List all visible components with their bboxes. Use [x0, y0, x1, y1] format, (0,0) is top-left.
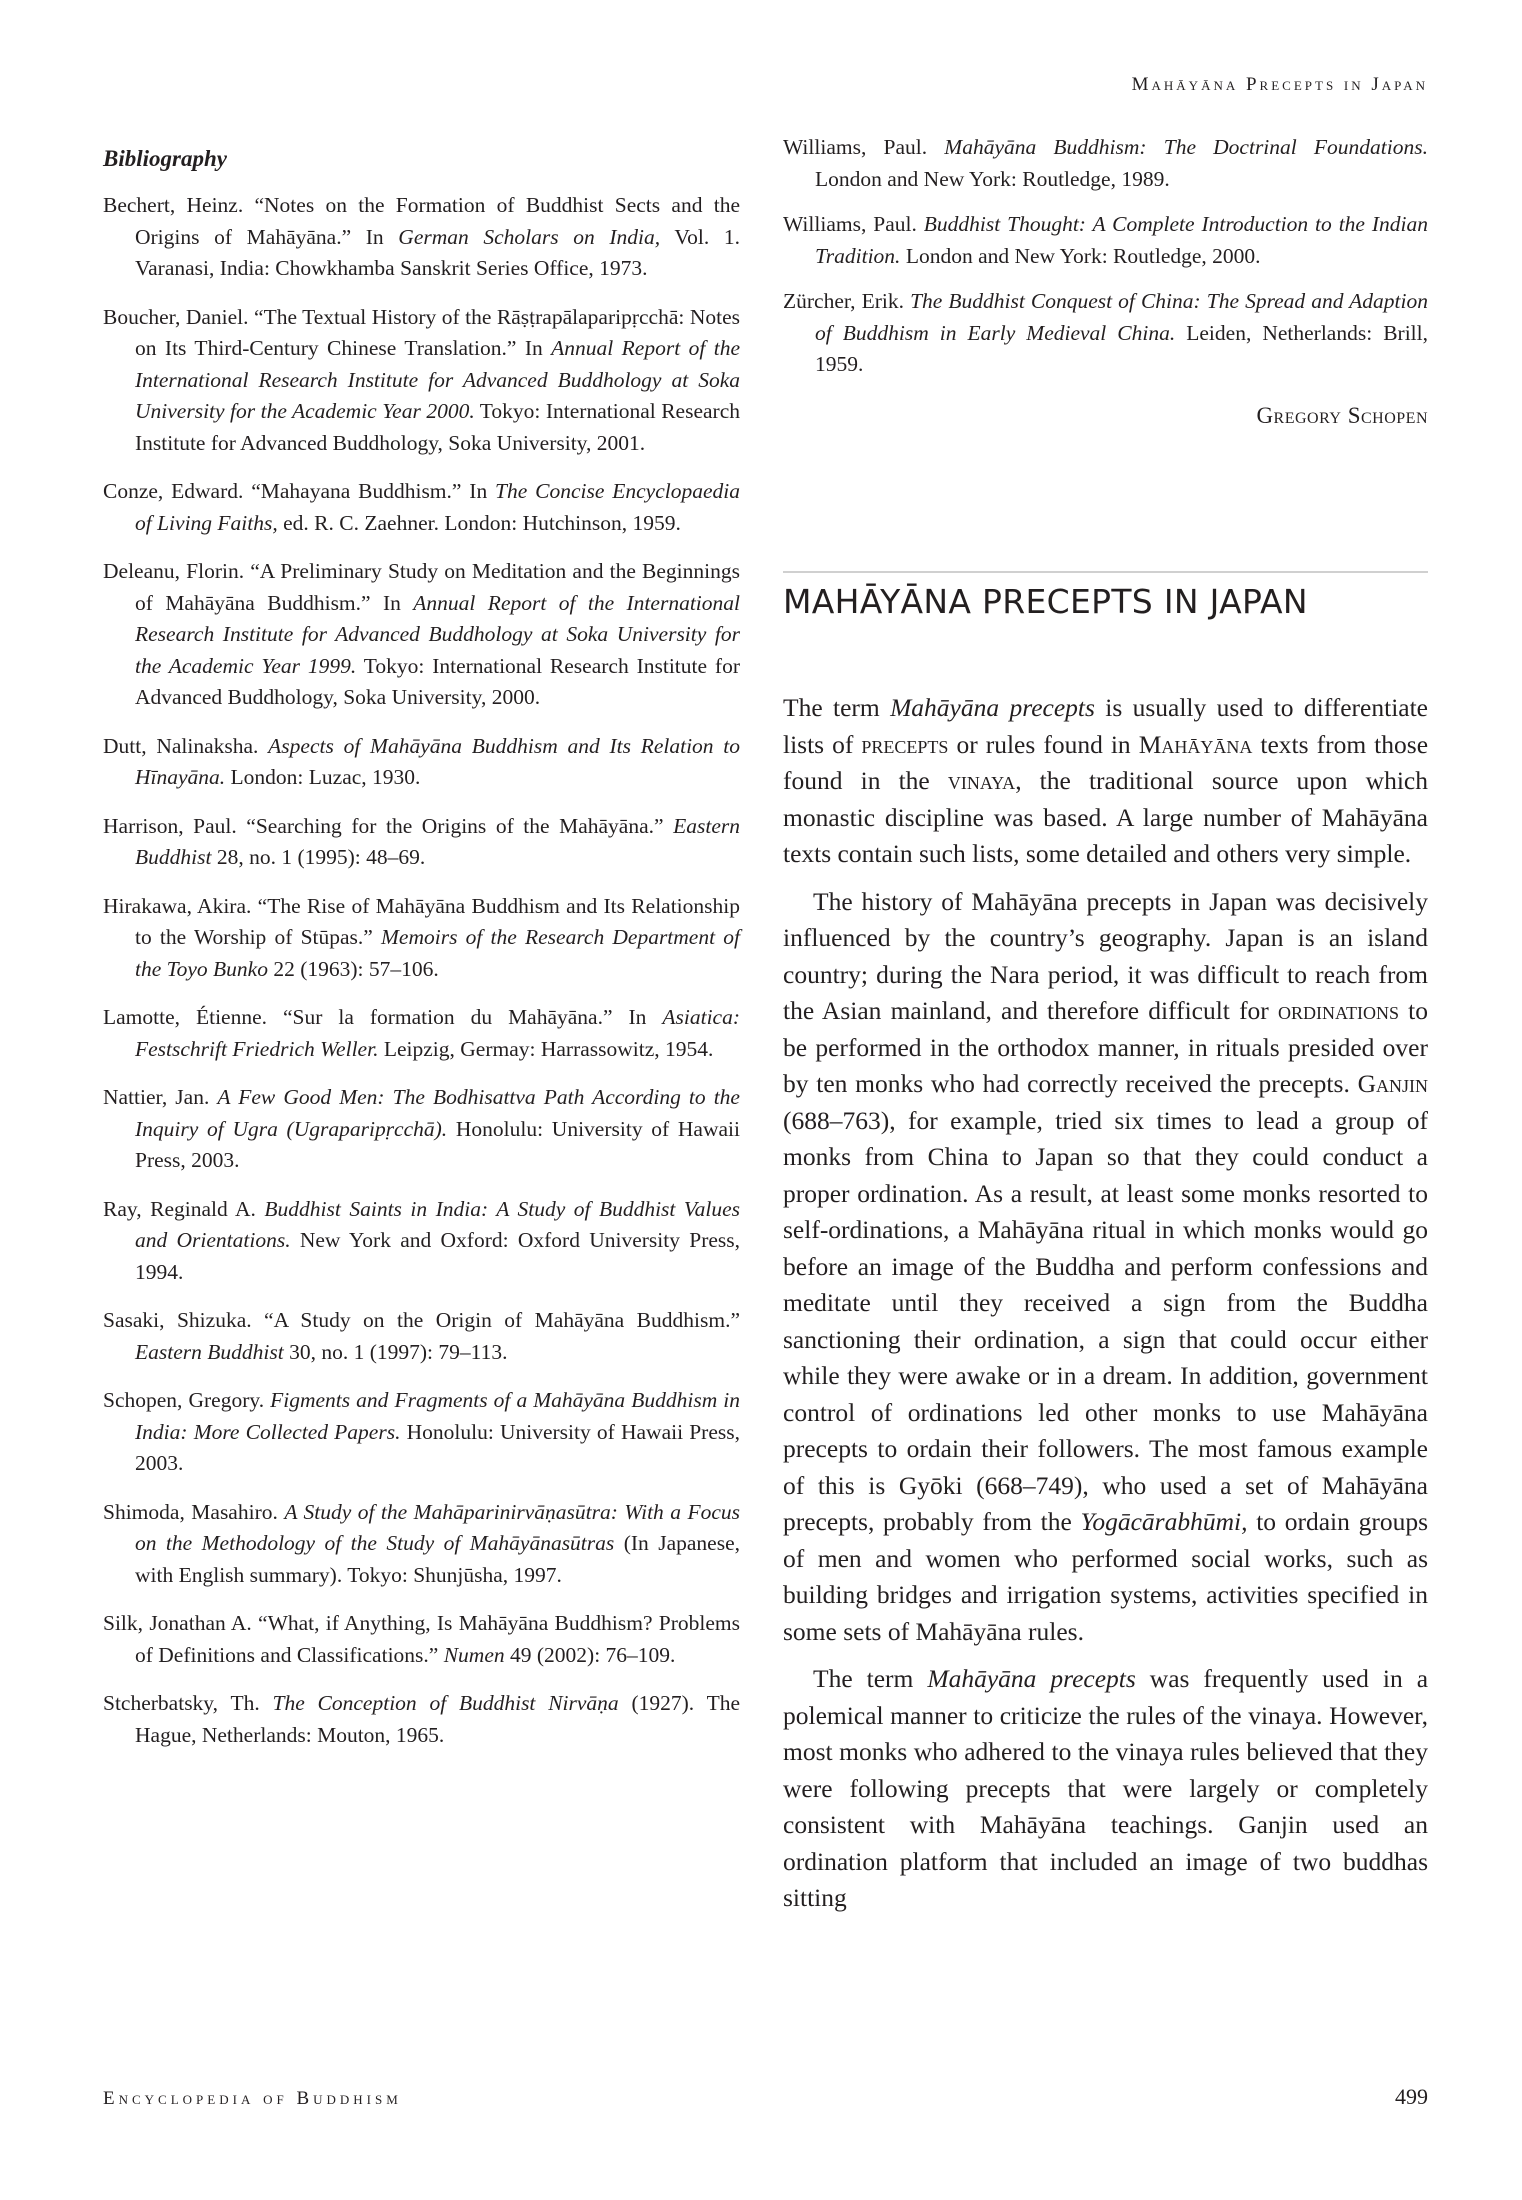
cross-reference-term: vinaya: [947, 766, 1016, 795]
text-run: Hirakawa, Akira. “The Rise of Mahāyāna Buddhism and Its Relationship to the Worship of Stūpas.”: [103, 893, 740, 949]
text-run: New York and Oxford: Oxford University Press, 1994.: [135, 1228, 741, 1284]
text-run: (688–763), for example, tried six times to lead a group of monks from China to Japan so that they could conduct a proper ordination. As a result, at least some monks resorted to self-ordinations, a Mahāyāna ritual in which monks would go before an image of the Buddha and perform confessions and meditate until they received a sign from the Buddha sanctioning their ordination, a sign that could occur either while they were awake or in a dream. In addition, government control of ordinations led other monks to use Mahāyāna precepts to ordain their followers. The most famous example of this is Gyōki (668–749), who used a set of Mahāyāna precepts, probably from the: [783, 1105, 1428, 1536]
cross-reference-term: Mahāyāna: [1138, 729, 1253, 759]
bibliography-entry: [103, 731, 740, 794]
bibliography-entry: [103, 190, 740, 285]
footer-book-title: Encyclopedia of Buddhism: [103, 2088, 402, 2109]
italic-text: Yogācārabhūmi,: [1080, 1507, 1248, 1536]
bibliography-list-continued: [783, 132, 1428, 381]
bibliography-entry: [783, 286, 1428, 381]
italic-text: The Concise Encyclopaedia of Living Faiths,: [135, 479, 740, 535]
article-author: Gregory Schopen: [1256, 402, 1428, 428]
text-run: Shimoda, Masahiro.: [103, 1499, 285, 1524]
italic-text: Numen: [443, 1642, 505, 1667]
text-run: The term: [783, 693, 891, 722]
text-run: (1927). The Hague, Netherlands: Mouton, 1965.: [135, 1691, 740, 1747]
italic-text: The Buddhist Conquest of China: The Spread and Adaption of Buddhism in Early Medieval China.: [815, 289, 1428, 345]
italic-text: A Study of the Mahāparinirvāṇasūtra: With a Focus on the Methodology of the Study of Mahāyānasūtras: [135, 1499, 740, 1555]
text-run: texts from those found in the: [783, 729, 1429, 795]
bibliography-heading: Bibliography: [103, 146, 227, 171]
italic-text: Asiatica: Festschrift Friedrich Weller.: [135, 1005, 740, 1061]
italic-text: A Few Good Men: The Bodhisattva Path According to the Inquiry of Ugra (Ugraparipṛcchā).: [135, 1085, 740, 1141]
italic-text: German Scholars on India,: [398, 224, 661, 249]
text-run: Harrison, Paul. “Searching for the Origins of the Mahāyāna.”: [103, 813, 674, 838]
bibliography-entry: [103, 1385, 740, 1480]
text-run: to be performed in the orthodox manner, in rituals presided over by ten monks who had correctly received the precepts.: [783, 996, 1428, 1098]
bibliography-entry: [783, 132, 1428, 195]
page-number: 499: [1395, 2084, 1428, 2109]
bibliography-entry: [103, 1608, 740, 1671]
text-run: Dutt, Nalinaksha.: [103, 733, 269, 758]
bibliography-entry: [103, 302, 740, 460]
text-run: Leipzig, Germay: Harrassowitz, 1954.: [378, 1036, 714, 1061]
text-run: Honolulu: University of Hawaii Press, 2003.: [135, 1419, 740, 1475]
article-paragraph: [783, 690, 1428, 873]
article-paragraph: [783, 1661, 1428, 1917]
text-run: is usually used to differentiate lists of: [783, 693, 1428, 759]
bibliography-entry: [103, 476, 740, 539]
text-run: Williams, Paul.: [783, 212, 924, 236]
italic-text: Mahāyāna precepts: [927, 1664, 1136, 1693]
bibliography-entry: [103, 1002, 740, 1065]
italic-text: Annual Report of the International Research Institute for Advanced Buddhology at Soka University for the Academic Year 2000.: [135, 336, 740, 423]
text-run: London and New York: Routledge, 1989.: [815, 166, 1170, 191]
italic-text: Buddhist Thought: A Complete Introduction to the Indian Tradition.: [815, 212, 1429, 268]
text-run: Vol. 1. Varanasi, India: Chowkhamba Sanskrit Series Office, 1973.: [135, 224, 740, 280]
text-run: ed. R. C. Zaehner. London: Hutchinson, 1959.: [277, 510, 681, 535]
italic-text: Memoirs of the Research Department of the Toyo Bunko: [135, 925, 740, 981]
text-run: Boucher, Daniel. “The Textual History of the Rāṣṭrapālaparipṛcchā: Notes on Its Third-Century Chinese Translation.” In: [103, 304, 740, 360]
bibliography-entry: [103, 1305, 740, 1368]
text-run: Sasaki, Shizuka. “A Study on the Origin of Mahāyāna Buddhism.”: [103, 1308, 740, 1332]
text-run: Williams, Paul.: [783, 135, 945, 159]
bibliography-entry: [103, 1082, 740, 1177]
text-run: London and New York: Routledge, 2000.: [900, 243, 1261, 268]
italic-text: The Conception of Buddhist Nirvāṇa: [272, 1691, 619, 1715]
bibliography-entry: [103, 1194, 740, 1289]
bibliography-entry: [103, 1497, 740, 1592]
italic-text: Aspects of Mahāyāna Buddhism and Its Relation to Hīnayāna.: [135, 733, 740, 789]
text-run: Tokyo: International Research Institute for Advanced Buddhology, Soka University, 2001.: [135, 399, 740, 455]
text-run: London: Luzac, 1930.: [225, 765, 421, 789]
text-run: Silk, Jonathan A. “What, if Anything, Is Mahāyāna Buddhism? Problems of Definitions and Classifications.”: [103, 1611, 740, 1667]
text-run: or rules found in: [948, 729, 1139, 759]
bibliography-entry: [103, 891, 740, 986]
text-run: 30, no. 1 (1997): 79–113.: [283, 1339, 508, 1364]
italic-text: Mahāyāna precepts: [890, 693, 1095, 722]
article-body: [783, 690, 1428, 1928]
text-run: The term: [813, 1664, 928, 1693]
running-head: Mahāyāna Precepts in Japan: [1131, 74, 1428, 95]
bibliography-entry: [103, 1688, 740, 1751]
bibliography-entry: [783, 209, 1428, 272]
cross-reference-term: precepts: [861, 729, 949, 759]
text-run: The history of Mahāyāna precepts in Japan was decisively influenced by the country’s geography. Japan is an island country; during the Nara period, it was difficult to reach from the Asian mainland, and therefore difficult for: [783, 886, 1428, 1025]
italic-text: Figments and Fragments of a Mahāyāna Buddhism in India: More Collected Papers.: [135, 1388, 740, 1444]
article-paragraph: [783, 884, 1428, 1651]
cross-reference-term: Ganjin: [1357, 1069, 1428, 1098]
italic-text: Buddhist Saints in India: A Study of Buddhist Values and Orientations.: [135, 1196, 741, 1252]
italic-text: Mahāyāna Buddhism: The Doctrinal Foundations.: [944, 135, 1428, 159]
text-run: Leiden, Netherlands: Brill, 1959.: [815, 320, 1429, 376]
text-run: to ordain groups of men and women who performed social works, such as building bridges and irrigation systems, activities specified in some sets of Mahāyāna rules.: [783, 1507, 1428, 1646]
text-run: Nattier, Jan.: [103, 1085, 218, 1109]
bibliography-entry: [103, 811, 740, 874]
text-run: (In Japanese, with English summary). Tokyo: Shunjūsha, 1997.: [135, 1531, 740, 1587]
text-run: Deleanu, Florin. “A Preliminary Study on Meditation and the Beginnings of Mahāyāna Buddhism.” In: [103, 559, 740, 615]
bibliography-left-column: [103, 146, 740, 1768]
text-run: Stcherbatsky, Th.: [103, 1691, 273, 1715]
text-run: Conze, Edward. “Mahayana Buddhism.” In: [103, 479, 496, 503]
text-run: 28, no. 1 (1995): 48–69.: [211, 845, 426, 869]
section-divider: [783, 571, 1428, 573]
bibliography-entry: [103, 556, 740, 714]
text-run: Honolulu: University of Hawaii Press, 2003.: [135, 1116, 740, 1172]
article-title: MAHĀYĀNA PRECEPTS IN JAPAN: [783, 582, 1308, 621]
text-run: Lamotte, Étienne. “Sur la formation du Mahāyāna.” In: [103, 1005, 663, 1029]
text-run: 49 (2002): 76–109.: [504, 1642, 676, 1667]
italic-text: Annual Report of the International Research Institute for Advanced Buddhology at Soka University for the Academic Year 1999.: [135, 590, 740, 678]
cross-reference-term: ordinations: [1277, 996, 1399, 1025]
text-run: , the traditional source upon which monastic discipline was based. A large number of Mahāyāna texts contain such lists, some detailed and others very simple.: [783, 766, 1428, 868]
text-run: was frequently used in a polemical manner to criticize the rules of the vinaya. However, most monks who adhered to the vinaya rules believed that they were following precepts that were largely or completely consistent with Mahāyāna teachings. Ganjin used an ordination platform that included an image of two buddhas sitting: [783, 1664, 1429, 1912]
text-run: Bechert, Heinz. “Notes on the Formation of Buddhist Sects and the Origins of Mahāyāna.” In: [103, 193, 740, 249]
bibliography-list: [103, 190, 740, 1751]
bibliography-right-column: [783, 132, 1428, 429]
text-run: Schopen, Gregory.: [103, 1388, 271, 1412]
text-run: 22 (1963): 57–106.: [267, 956, 439, 981]
italic-text: Eastern Buddhist: [135, 813, 740, 869]
text-run: Zürcher, Erik.: [783, 289, 911, 313]
text-run: Tokyo: International Research Institute for Advanced Buddhology, Soka University, 2000.: [135, 653, 740, 709]
text-run: Ray, Reginald A.: [103, 1196, 265, 1221]
italic-text: Eastern Buddhist: [135, 1339, 284, 1364]
